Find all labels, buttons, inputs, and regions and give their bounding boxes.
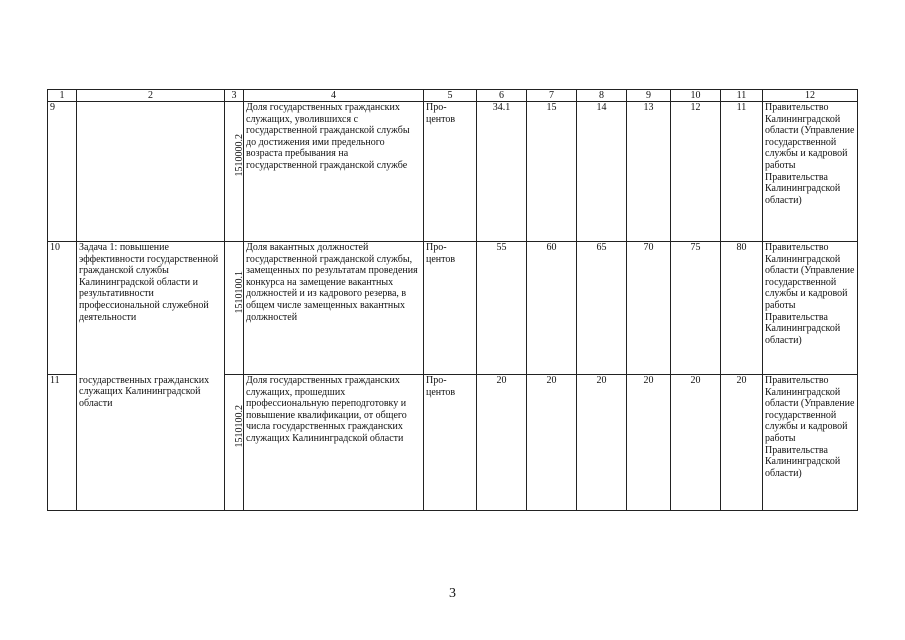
col-header: 6 — [477, 90, 527, 102]
indicators-table — [47, 89, 858, 511]
value-cell: 13 — [627, 102, 671, 242]
indicator-name: Доля государственных гражданских служащих, прошедших профессиональную переподготовку и повышение квалификации, от общего числа государственных гражданских служащих Калининградской области — [244, 375, 424, 511]
indicator-code: 1510000.2 — [234, 133, 245, 177]
value-cell: 15 — [527, 102, 577, 242]
unit-cell: Про- центов — [424, 242, 477, 375]
col-header: 2 — [77, 90, 225, 102]
value-cell: 20 — [721, 375, 763, 511]
indicator-code-cell — [225, 242, 244, 375]
table-row — [48, 242, 858, 375]
unit-cell: Про- центов — [424, 375, 477, 511]
value-cell: 20 — [577, 375, 627, 511]
col-header: 8 — [577, 90, 627, 102]
responsible-cell: Правительство Калининградской области (Управление государственной службы и кадровой работы Правительства Калининградской области) — [763, 242, 858, 375]
value-cell: 65 — [577, 242, 627, 375]
indicator-code: 1510100.1 — [234, 270, 245, 314]
value-cell: 20 — [477, 375, 527, 511]
task-cell: Задача 1: повышение эффективности государственной гражданской службы Калининградской области и результативности профессиональной служебной деятельности — [77, 242, 225, 375]
task-cell: государственных гражданских служащих Калининградской области — [77, 375, 225, 511]
col-header: 11 — [721, 90, 763, 102]
responsible-cell: Правительство Калининградской области (Управление государственной службы и кадровой работы Правительства Калининградской области) — [763, 102, 858, 242]
value-cell: 11 — [721, 102, 763, 242]
column-number-row — [48, 90, 858, 102]
value-cell: 14 — [577, 102, 627, 242]
row-number: 11 — [48, 375, 77, 511]
value-cell: 80 — [721, 242, 763, 375]
table-row — [48, 375, 858, 511]
value-cell: 20 — [671, 375, 721, 511]
row-number: 9 — [48, 102, 77, 242]
table-row — [48, 102, 858, 242]
row-number: 10 — [48, 242, 77, 375]
indicator-code-cell — [225, 375, 244, 511]
unit-cell: Про- центов — [424, 102, 477, 242]
page-number: 3 — [449, 586, 456, 601]
col-header: 9 — [627, 90, 671, 102]
col-header: 3 — [225, 90, 244, 102]
col-header: 7 — [527, 90, 577, 102]
indicator-name: Доля государственных гражданских служащих, уволившихся с государственной гражданской службы до достижения ими предельного возраста пребывания на государственной гражданской службе — [244, 102, 424, 242]
value-cell: 20 — [527, 375, 577, 511]
value-cell: 55 — [477, 242, 527, 375]
value-cell: 34.1 — [477, 102, 527, 242]
value-cell: 70 — [627, 242, 671, 375]
value-cell: 60 — [527, 242, 577, 375]
col-header: 12 — [763, 90, 858, 102]
indicator-name: Доля вакантных должностей государственной гражданской службы, замещенных по результатам проведения конкурса на замещение вакантных должностей и из кадрового резерва, в общем числе замещенных вакантных должностей — [244, 242, 424, 375]
value-cell: 75 — [671, 242, 721, 375]
value-cell: 20 — [627, 375, 671, 511]
responsible-cell: Правительство Калининградской области (Управление государственной службы и кадровой работы Правительства Калининградской области) — [763, 375, 858, 511]
col-header: 10 — [671, 90, 721, 102]
task-cell — [77, 102, 225, 242]
indicator-code-cell — [225, 102, 244, 242]
indicator-code: 1510100.2 — [234, 405, 245, 448]
col-header: 5 — [424, 90, 477, 102]
col-header: 4 — [244, 90, 424, 102]
value-cell: 12 — [671, 102, 721, 242]
col-header: 1 — [48, 90, 77, 102]
